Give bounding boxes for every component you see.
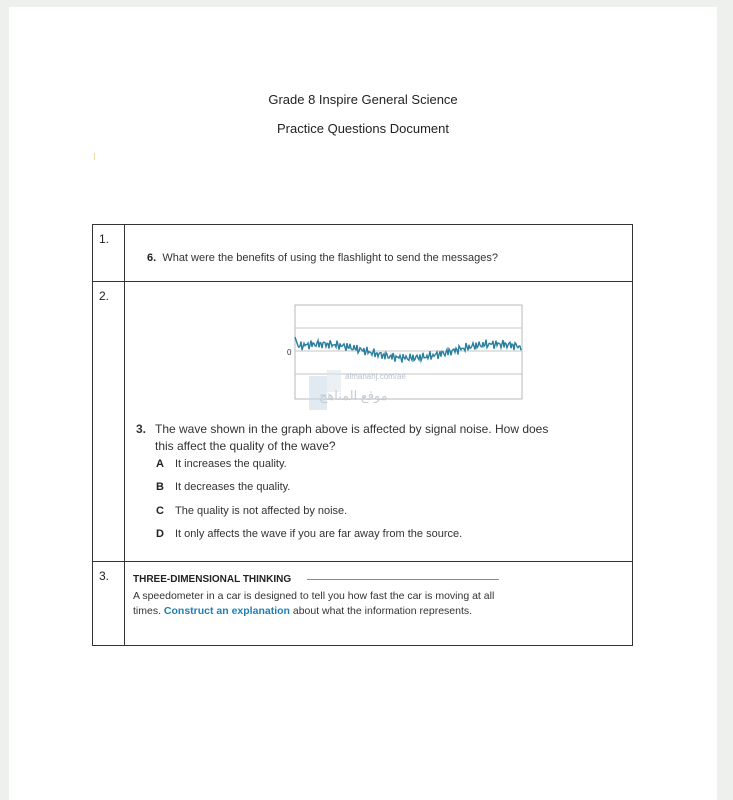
option-letter: A [156,458,164,470]
option-letter: D [156,527,164,540]
question-cell [125,282,633,562]
question-number: 6. [147,252,157,264]
row-number-cell [93,225,125,282]
row-number-cell [93,562,125,646]
option-text: It only affects the wave if you are far away from the source. [175,527,463,540]
document-subtitle: Practice Questions Document [277,121,449,136]
row-number-cell [93,282,125,562]
cursor-mark [94,153,95,160]
question-text: The wave shown in the graph above is affected by signal noise. How does this affect the quality of the wave? [155,422,549,453]
prompt-text-start: A speedometer in a car is designed to tell you how fast the car is moving at all times. [133,590,495,617]
table-row [93,562,633,646]
question-number: 3. [136,422,147,436]
question-cell [125,562,633,646]
watermark-url: almanahj.com/ae [345,372,406,381]
option-letter: B [156,481,164,494]
wave-line [295,337,521,363]
answer-option [156,505,462,528]
answer-option [156,481,462,504]
document-title: Grade 8 Inspire General Science [268,92,458,107]
question-text: What were the benefits of using the flashlight to send the messages? [162,252,499,264]
question-3 [136,421,576,455]
prompt-text-end: about what the information represents. [289,605,473,617]
y-axis-zero-label: 0 [287,348,292,357]
row-number: 1. [99,232,110,246]
option-letter: C [156,504,164,517]
answer-options [156,458,462,551]
row-number: 3. [99,569,110,583]
table-row [93,282,633,562]
answer-option [156,528,462,551]
option-text: It increases the quality. [175,458,287,470]
question-6 [147,252,498,264]
document-page [9,7,717,800]
option-text: The quality is not affected by noise. [175,504,348,517]
watermark-arabic: موقع المناهج [319,388,388,403]
prompt-text [133,589,513,619]
table-row [93,225,633,282]
prompt-highlight: Construct an explanation [163,605,290,617]
row-number: 2. [99,289,110,303]
heading-rule [307,579,499,580]
question-cell [125,225,633,282]
questions-table [92,224,633,646]
watermark [309,370,509,420]
option-text: It decreases the quality. [175,481,291,494]
answer-option [156,458,462,481]
section-heading: THREE-DIMENSIONAL THINKING [133,574,292,585]
